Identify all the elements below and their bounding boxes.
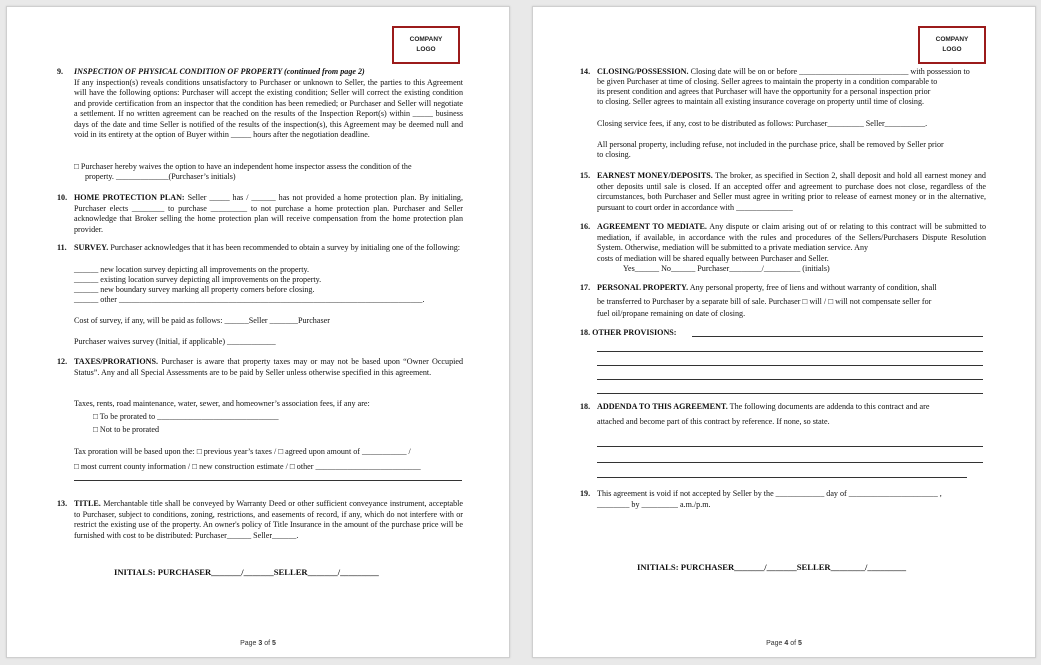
section-title: TAXES/PRORATIONS. [74,357,159,366]
section-number: 12. [57,357,68,366]
section-10-home-protection [57,193,463,235]
survey-option-other[interactable]: ______ other ___________________________________________________________________________. [74,295,425,304]
blank-line[interactable] [597,365,983,366]
section-18-other-provisions: 18. OTHER PROVISIONS: [580,328,677,337]
survey-option-new-boundary[interactable]: ______ new boundary survey marking all property corners before closing. [74,285,315,294]
initials-line[interactable]: INITIALS: PURCHASER_______/_______SELLER_______/_________ [114,567,379,577]
blank-line[interactable] [597,462,983,463]
section-17-line-3: fuel oil/propane remaining on date of closing. [597,309,746,318]
blank-line[interactable] [692,336,983,337]
section-17-line-2[interactable]: be transferred to Purchaser by a separate bill of sale. Purchaser □ will / □ will not compensate seller for [597,297,932,306]
company-logo: COMPANY LOGO [918,26,986,64]
section-text: Any dispute or claim arising out of or relating to this contract will be submitted to mediation, if available, in accordance with the rules and procedures of the Sellers/Purchasers Dispute Resolution System. Otherwise, mediation will be submitted to a private mediation service. Any [597,222,986,252]
blank-line[interactable] [597,393,983,394]
blank-line[interactable] [597,351,983,352]
not-prorated-option[interactable]: □ Not to be prorated [93,425,160,434]
section-title: SURVEY. [74,243,109,252]
section-number: 13. [57,499,68,508]
blank-line[interactable] [74,480,462,481]
tax-basis-line-1[interactable]: Tax proration will be based upon the: □ previous year’s taxes / □ agreed upon amount of ___________ / [74,447,411,456]
section-text: Purchaser acknowledges that it has been recommended to obtain a survey by initialing one of the following: [110,243,461,252]
section-17-personal-property: PERSONAL PROPERTY. Any personal property, free of liens and without warranty of condition, shall [597,283,937,292]
tax-fees-line: Taxes, rents, road maintenance, water, sewer, and homeowner’s association fees, if any are: [74,399,370,408]
section-12-taxes [57,357,463,378]
waive-inspection-initials: property. _____________(Purchaser’s initials) [85,172,236,181]
section-9-inspection [57,67,463,141]
survey-waive-line[interactable]: Purchaser waives survey (Initial, if applicable) ____________ [74,337,276,346]
section-17-number: 17. [580,283,591,292]
section-19-number: 19. [580,489,591,498]
prorated-option[interactable]: □ To be prorated to ______________________________ [93,412,279,421]
section-14-number: 14. [580,67,591,76]
blank-line[interactable] [597,379,983,380]
section-16-mediation [580,222,986,254]
waive-inspection-option[interactable]: □ Purchaser hereby waives the option to have an independent home inspector assess the condition of the [74,162,412,171]
section-text: Merchantable title shall be conveyed by Warranty Deed or other sufficient conveyance instrument, acceptable to Purchaser, subject to conditions, zoning, restrictions, and easements of record, if any, which do not interfere with or restrict the existing use of the property. An owner's policy of Title Insurance in the amount of the purchase price will be furnished with cost to be distributed: Purchaser______ Seller______. [74,499,464,540]
personal-property-line-1: All personal property, including refuse, not included in the purchase price, shall be removed by Seller prior [597,140,944,149]
section-title: AGREEMENT TO MEDIATE. [597,222,707,231]
page-number: Page 3 of 5 [240,640,276,647]
section-number: 16. [580,222,591,231]
section-number: 11. [57,243,67,252]
closing-fees-line[interactable]: Closing service fees, if any, cost to be distributed as follows: Purchaser_________ Seller__________. [597,119,928,128]
section-14-line-4: to closing. Seller agrees to maintain all existing insurance coverage on property until time of closing. [597,97,925,106]
section-14-line-2: be given Purchaser at time of closing. Seller agrees to maintain the property in a condition comparable to [597,77,938,86]
section-title: INSPECTION OF PHYSICAL CONDITION OF PROPERTY (continued from page 2) [74,67,365,76]
section-title: HOME PROTECTION PLAN: [74,193,185,202]
section-number: 15. [580,171,591,180]
blank-line[interactable] [597,446,983,447]
section-14-closing: CLOSING/POSSESSION. Closing date will be on or before ___________________________ with possession to [597,67,970,76]
section-19-acceptance-line-1[interactable]: This agreement is void if not accepted by Seller by the ____________ day of ______________________ , [597,489,942,498]
section-text: Purchaser is aware that property taxes may or may not be based upon “Owner Occupied Status”. Any and all Special Assessments are to be paid by Seller unless otherwise specified in this agreement. [74,357,464,377]
section-text: Seller _____ has / ______ has not provided a home protection plan. By initialing, Purchaser elects ________ to purchase _________ to not purchase a home protection plan. Purchaser and Seller acknowledge that Broker selling the home protection plan will receive compensation from the home protection plan provider. [74,193,464,234]
survey-cost-line[interactable]: Cost of survey, if any, will be paid as follows: ______Seller _______Purchaser [74,316,330,325]
section-text: The broker, as specified in Section 2, shall deposit and hold all earnest money and other deposits until sale is closed. If an accepted offer and agreement to purchase does not close, regardless of the circumstances, both Purchaser and Seller must agree in writing prior to release of earnest money or in the alternative, pursuant to court order in accordance with ______________ [597,171,986,212]
section-13-title [57,499,463,541]
initials-line[interactable]: INITIALS: PURCHASER_______/_______SELLER________/_________ [637,562,907,572]
section-15-earnest-money [580,171,986,213]
section-title: TITLE. [74,499,101,508]
section-number: 9. [57,67,64,76]
section-14-line-3: its present condition and agrees that Purchaser will have the opportunity for a personal inspection prior [597,87,931,96]
mediation-yes-no-line[interactable]: Yes______ No______ Purchaser________/_________ (initials) [623,264,830,273]
document-page-3 [6,6,510,658]
document-page-4 [532,6,1036,658]
mediation-costs-line: costs of mediation will be shared equally between Purchaser and Seller. [597,254,829,263]
section-text: If any inspection(s) reveals conditions unsatisfactory to Purchaser or unknown to Seller, the parties to this Agreement will have the following options: Purchaser will accept the existing condition; Seller will correct the existing condition and provide certification from an inspector that the condition has been remedied; or Purchaser and Seller will negotiate a settlement. If no written agreement can be reached on the results of the Inspection Report(s) within _____ business days of the date and time Seller is notified of the results of the inspection(s), this Agreement may be deemed null and void in its entirety at the option of Buyer within _____ hours after the negotiation deadline. [74,77,463,139]
section-18-addenda: ADDENDA TO THIS AGREEMENT. The following documents are addenda to this contract and are [597,402,930,411]
section-title: EARNEST MONEY/DEPOSITS. [597,171,713,180]
personal-property-line-2: to closing. [597,150,631,159]
section-19-acceptance-line-2[interactable]: ________ by _________ a.m./p.m. [597,500,711,509]
survey-option-new-location[interactable]: ______ new location survey depicting all improvements on the property. [74,265,310,274]
blank-line[interactable] [597,477,967,478]
page-number: Page 4 of 5 [766,640,802,647]
company-logo: COMPANY LOGO [392,26,460,64]
section-18-addenda-line-2: attached and become part of this contract by reference. If none, so state. [597,417,830,426]
tax-basis-line-2[interactable]: □ most current county information / □ new construction estimate / □ other __________________________ [74,462,421,471]
survey-option-existing-location[interactable]: ______ existing location survey depicting all improvements on the property. [74,275,322,284]
section-11-survey [57,243,463,254]
section-number: 10. [57,193,68,202]
section-18-addenda-number: 18. [580,402,591,411]
